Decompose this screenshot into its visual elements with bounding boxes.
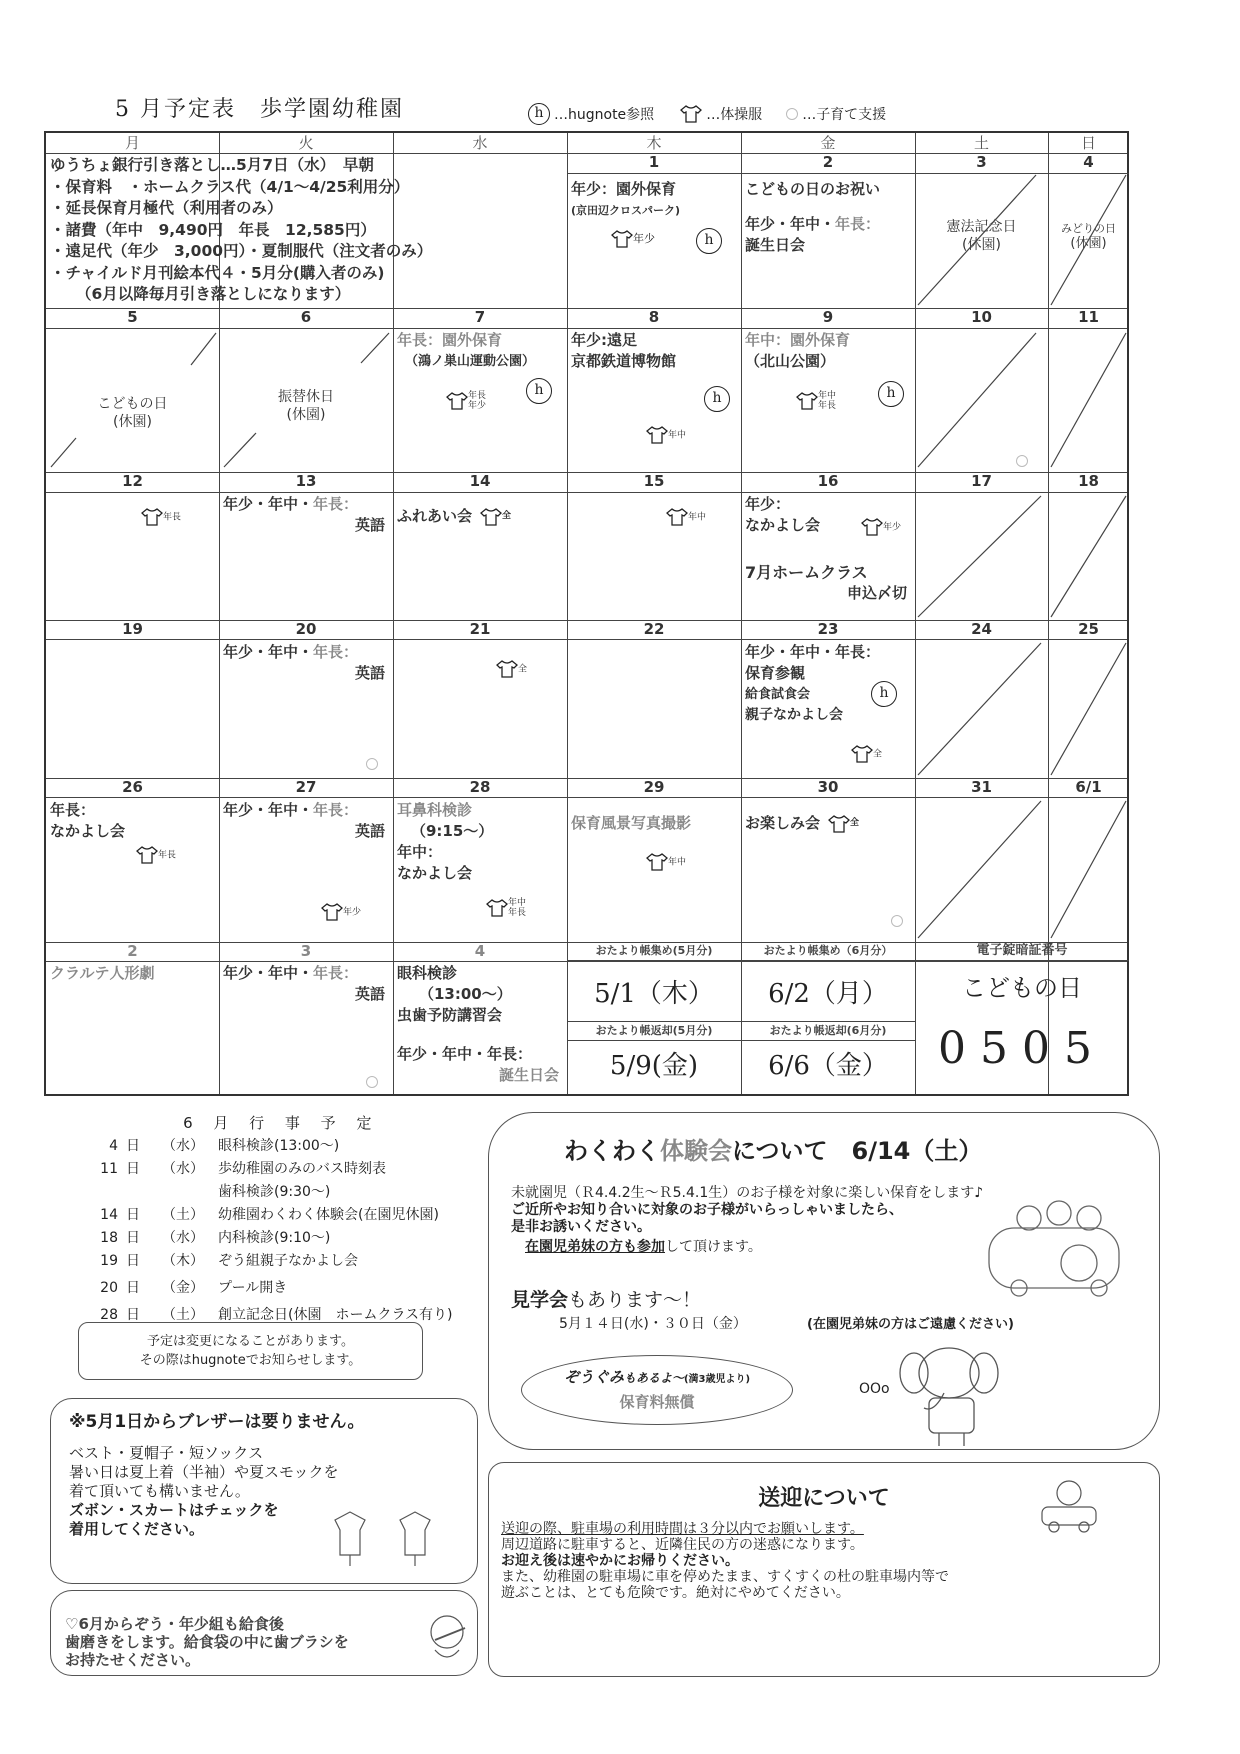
mon5-holiday: こどもの日 (休園) xyxy=(97,396,168,430)
page-title: 5 月予定表 歩学園幼稚園 xyxy=(115,97,404,122)
day-13: 13 xyxy=(295,472,317,490)
hugnote-icon: h xyxy=(528,103,550,125)
payment-notice: ゆうちょ銀行引き落とし…5月7日（水） 早朝 ・保育料 ・ホームクラス代（4/1～4/25利用分） ・延長保育月極代（利用者のみ） ・諸費（年中 9,490円 年長 12,585円） ・遠足代（年少 3,000円）・夏制服代（注文者のみ） ・チャイルド月刊絵本代４・5月分(購入者のみ) （6月以降毎月引き落としになります） xyxy=(50,156,433,303)
wed28-event: 耳鼻科検診 （9:15～） 年中： なかよし会 xyxy=(397,801,494,882)
hugnote-icon: h xyxy=(878,381,904,407)
thu15-shirt: 年中 xyxy=(666,508,706,526)
day-29: 29 xyxy=(643,778,665,796)
wakuwaku-title: わくわく体験会について 6/14（土） xyxy=(564,1137,983,1165)
thu1-event: 年少：園外保育 (京田辺クロスパーク) xyxy=(571,180,681,217)
day-15: 15 xyxy=(643,472,665,490)
tour-note: (在園児弟妹の方はご遠慮ください) xyxy=(807,1317,1014,1332)
hugnote-icon: h xyxy=(704,386,730,412)
hugnote-icon: h xyxy=(871,681,897,707)
mon12-shirt: 年長 xyxy=(141,508,181,526)
list-item: 歯科検診(9:30～) xyxy=(218,1184,331,1200)
wed7-event: 年長：園外保育 （鴻ノ巣山運動公園） xyxy=(397,331,536,369)
list-item: 11 日 （水） 歩幼稚園のみのバス時刻表 xyxy=(100,1161,386,1177)
hugnote-icon: h xyxy=(526,378,552,404)
tue6-holiday: 振替休日 (休園) xyxy=(278,389,334,423)
fri2-event: こどもの日のお祝い 年少・年中・年長： 誕生日会 xyxy=(745,180,881,254)
day-16: 16 xyxy=(817,472,839,490)
elephant-illustration-icon xyxy=(894,1338,1024,1448)
tue20-event: 年少・年中・年長： 英語 xyxy=(223,643,385,682)
wed7-shirt: 年長 年少 xyxy=(446,391,486,411)
mon26-shirt: 年長 xyxy=(136,846,176,864)
uniform-illustration-icon xyxy=(320,1500,460,1570)
lock-name: こどもの日 xyxy=(962,974,1082,1002)
collect-may-date: 5/1（木） xyxy=(594,979,714,1009)
pickup-box xyxy=(488,1462,1160,1677)
wakuwaku-body: 未就園児（Ｒ4.4.2生～Ｒ5.4.1生）のお子様を対象に楽しい保育をします♪ ご近所やお知り合いに対象のお子様がいらっしゃいましたら、 是非お誘いください。 在園児弟妹の方も参加して頂けます。 xyxy=(511,1185,984,1255)
wed28-shirt: 年中 年長 xyxy=(486,898,526,918)
day-8: 8 xyxy=(648,308,660,326)
blazer-notice: ※5月1日からブレザーは要りません。 ベスト・夏帽子・短ソックス 暑い日は夏上着（半袖）や夏スモックを 着て頂いても構いません。 ズボン・スカートはチェックを 着用してください。 xyxy=(50,1398,478,1584)
lunch-notice: ♡6月からぞう・年少組も給食後 歯磨きをします。給食袋の中に歯ブラシを お持たせください。 xyxy=(50,1590,478,1676)
weekday-fri: 金 xyxy=(820,134,836,152)
day-1: 1 xyxy=(567,153,741,174)
schedule-note: 予定は変更になることがあります。 その際はhugnoteでお知らせします。 xyxy=(78,1322,423,1380)
lock-code: 0505 xyxy=(938,1023,1106,1074)
day-2: 2 xyxy=(741,153,915,174)
day-27: 27 xyxy=(295,778,317,796)
list-item: 18 日 （水） 内科検診(9:10～) xyxy=(100,1230,331,1246)
smile-icon xyxy=(786,108,798,120)
weekday-sun: 日 xyxy=(1080,134,1096,152)
day-24: 24 xyxy=(971,620,992,638)
weekday-sat: 土 xyxy=(973,134,989,152)
fri9-shirt: 年中 年長 xyxy=(796,391,836,411)
day-17: 17 xyxy=(971,472,992,490)
day-june-4: 4 xyxy=(474,942,486,960)
day-21: 21 xyxy=(469,620,491,638)
fri23-shirt: 全 xyxy=(851,745,882,763)
weekday-thu: 木 xyxy=(646,134,662,152)
day-31: 31 xyxy=(971,778,992,796)
legend-smile-text: …子育て支援 xyxy=(802,107,887,123)
return-may-label: おたより帳返却(5月分) xyxy=(567,1021,741,1041)
fri16-event: 年少： なかよし会 7月ホームクラス 申込〆切 xyxy=(745,495,907,602)
day-23: 23 xyxy=(817,620,839,638)
day-9: 9 xyxy=(822,308,834,326)
list-item: 28 日 （土） 創立記念日(休園 ホームクラス有り) xyxy=(100,1307,453,1323)
day-19: 19 xyxy=(122,620,143,638)
tour-dates: 5月１４日(水)・３０日（金） xyxy=(559,1316,747,1332)
day-7: 7 xyxy=(474,308,486,326)
fri16-shirt: 年少 xyxy=(861,518,901,536)
day-10: 10 xyxy=(971,308,992,326)
day-june-3: 3 xyxy=(300,942,312,960)
collect-june-date: 6/2（月） xyxy=(768,979,888,1009)
list-item: 14 日 （土） 幼稚園わくわく体験会(在園児休園) xyxy=(100,1207,439,1223)
shirt-icon xyxy=(680,105,702,123)
day-18: 18 xyxy=(1078,472,1099,490)
wakuwaku-box xyxy=(488,1112,1160,1450)
mon26-event: 年長： なかよし会 xyxy=(50,801,126,840)
day-30: 30 xyxy=(817,778,839,796)
mon-june2-event: クラルテ人形劇 xyxy=(50,964,155,982)
legend xyxy=(528,103,886,125)
june-events xyxy=(70,1112,453,1327)
tour-heading: 見学会もあります～！ xyxy=(511,1289,702,1311)
day-12: 12 xyxy=(122,472,143,490)
closed-day-strikes xyxy=(46,133,1131,1098)
calendar xyxy=(44,131,1129,1096)
legend-hugnote-text: …hugnote参照 xyxy=(554,107,655,123)
fri23-event: 年少・年中・年長： 保育参観 給食試食会 親子なかよし会 xyxy=(745,643,881,723)
list-item: 4 日 （水） 眼科検診(13:00～) xyxy=(109,1138,340,1154)
june-events-title: 6 月 行 事 予 定 xyxy=(183,1114,380,1132)
sat3-holiday: 憲法記念日 (休園) xyxy=(946,219,1017,253)
lock-label: 電子錠暗証番号 xyxy=(915,942,1129,961)
return-may-date: 5/9(金) xyxy=(609,1051,699,1081)
toothbrush-child-icon xyxy=(425,1608,475,1668)
collect-june-label: おたより帳集め（6月分） xyxy=(741,942,915,961)
hugnote-icon: h xyxy=(696,228,722,254)
tue27-shirt: 年少 xyxy=(321,903,361,921)
list-item: 20 日 （金） プール開き xyxy=(100,1280,288,1296)
thu29-event: 保育風景写真撮影 xyxy=(571,814,692,832)
day-11: 11 xyxy=(1078,308,1099,326)
tue13-event: 年少・年中・年長： 英語 xyxy=(223,495,385,534)
wed21-shirt: 全 xyxy=(496,660,527,678)
collect-may-label: おたより帳集め(5月分) xyxy=(567,942,741,961)
fri30-event: お楽しみ会 全 xyxy=(745,814,860,832)
day-5: 5 xyxy=(127,308,138,326)
thu8-shirt: 年中 xyxy=(646,426,686,444)
thu1-shirt: 年少 xyxy=(611,230,655,248)
weekday-tue: 火 xyxy=(298,134,314,152)
return-june-label: おたより帳返却(6月分) xyxy=(741,1021,915,1041)
sun4-holiday: みどりの日 (休園) xyxy=(1061,222,1116,251)
day-6: 6 xyxy=(300,308,312,326)
car-illustration-icon xyxy=(1034,1475,1104,1535)
weekday-mon: 月 xyxy=(124,134,140,152)
day-4: 4 xyxy=(1048,153,1129,174)
day-june-2: 2 xyxy=(127,942,138,960)
return-june-date: 6/6（金） xyxy=(768,1051,888,1081)
legend-shirt-text: …体操服 xyxy=(706,107,763,123)
wed-june4-event: 眼科検診 （13:00～） 虫歯予防講習会 年少・年中・年長： 誕生日会 xyxy=(397,964,559,1084)
day-3: 3 xyxy=(915,153,1048,174)
day-26: 26 xyxy=(122,778,143,796)
wed14-event: ふれあい会 全 xyxy=(397,507,512,525)
list-item: 19 日 （木） ぞう組親子なかよし会 xyxy=(100,1253,358,1269)
pickup-body: 送迎の際、駐車場の利用時間は３分以内でお願いします。 周辺道路に駐車すると、近隣住民の方の迷惑になります。 お迎え後は速やかにお帰りください。 また、幼稚園の駐車場に車を停めたまま、すくすくの杜の駐車場内等で 遊ぶことは、とても危険です。絶対にやめてください。 xyxy=(501,1521,949,1601)
tue-june3-event: 年少・年中・年長： 英語 xyxy=(223,964,385,1003)
day-22: 22 xyxy=(643,620,665,638)
day-28: 28 xyxy=(469,778,491,796)
fri9-event: 年中：園外保育 （北山公園） xyxy=(745,331,851,370)
thought-bubbles: OOo xyxy=(859,1381,890,1397)
tue27-event: 年少・年中・年長： 英語 xyxy=(223,801,385,840)
thu8-event: 年少:遠足 京都鉄道博物館 xyxy=(571,331,677,370)
bus-illustration-icon xyxy=(969,1188,1149,1298)
day-june-1: 6/1 xyxy=(1075,778,1102,796)
thu29-shirt: 年中 xyxy=(646,853,686,871)
day-14: 14 xyxy=(469,472,491,490)
zou-cloud: ぞうぐみもあるよ～(満3歳児より) 保育料無償 xyxy=(521,1355,793,1425)
day-20: 20 xyxy=(295,620,317,638)
weekday-wed: 水 xyxy=(472,134,488,152)
day-25: 25 xyxy=(1078,620,1099,638)
pickup-title: 送迎について xyxy=(758,1486,890,1511)
